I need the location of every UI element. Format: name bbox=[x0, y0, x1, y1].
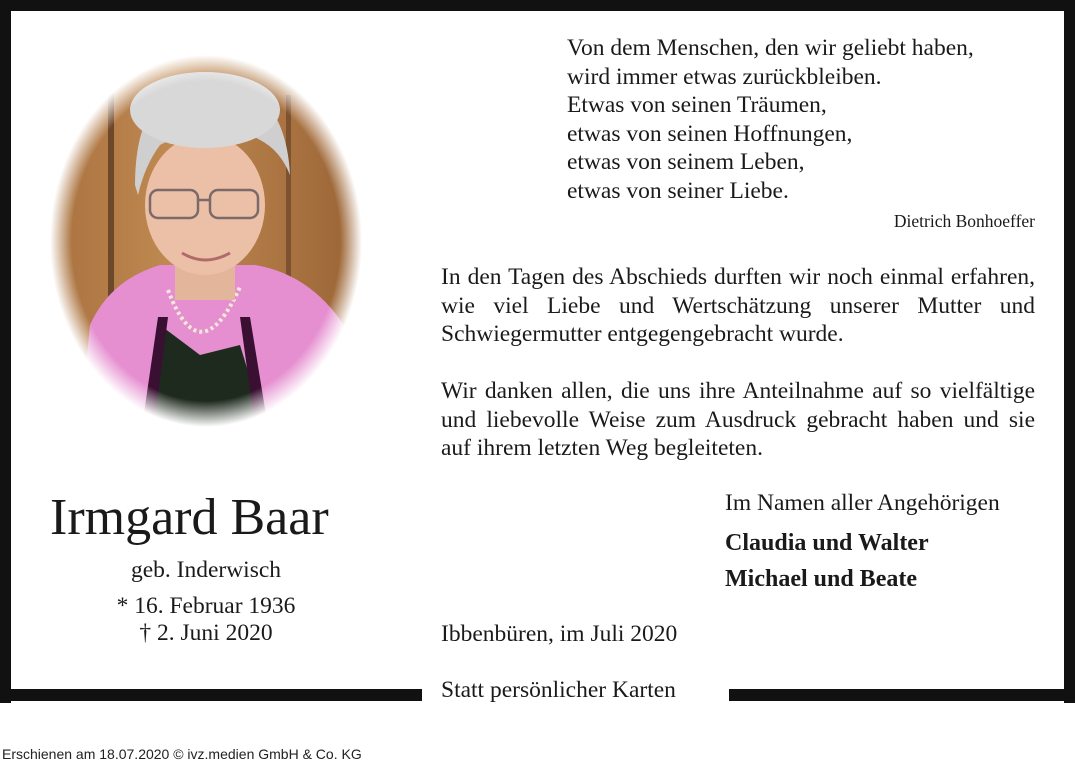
signature-name: Michael und Beate bbox=[725, 566, 917, 592]
signature-intro: Im Namen aller Angehörigen bbox=[725, 490, 1000, 516]
frame-bottom-right bbox=[729, 689, 1075, 701]
poem-line: etwas von seinem Leben, bbox=[567, 149, 805, 176]
death-date: † 2. Juni 2020 bbox=[139, 620, 273, 646]
life-dates bbox=[0, 593, 412, 647]
poem-line: wird immer etwas zurückbleiben. bbox=[567, 63, 882, 90]
poem-line: etwas von seiner Liebe. bbox=[567, 177, 789, 204]
poem-line: Von dem Menschen, den wir geliebt haben, bbox=[567, 35, 974, 61]
notice-text: Statt persönlicher Karten bbox=[441, 677, 676, 703]
thanks-paragraph-2: Wir danken allen, die uns ihre Anteilnahme auf so vielfältige und liebevolle Weise zum Ausdruck gebracht haben und sie auf ihrem letzten Weg begleiteten. bbox=[441, 378, 1035, 462]
birth-name: geb. Inderwisch bbox=[130, 557, 282, 583]
signature-name: Claudia und Walter bbox=[725, 530, 929, 556]
frame-right-edge bbox=[1064, 0, 1075, 703]
deceased-name: Irmgard Baar bbox=[50, 489, 329, 546]
poem bbox=[567, 34, 1037, 206]
signature-names bbox=[725, 525, 929, 597]
poem-line: etwas von seinen Hoffnungen, bbox=[567, 120, 853, 147]
portrait-photo bbox=[50, 55, 363, 427]
place-date: Ibbenbüren, im Juli 2020 bbox=[441, 621, 678, 647]
publication-footer: Erschienen am 18.07.2020 © ivz.medien GmbH & Co. KG bbox=[2, 746, 362, 762]
poem-author: Dietrich Bonhoeffer bbox=[893, 211, 1035, 231]
thanks-paragraph-1: In den Tagen des Abschieds durften wir noch einmal erfahren, wie viel Liebe und Wertschätzung unserer Mutter und Schwiegermutter entgegengebracht wurde. bbox=[441, 264, 1035, 348]
poem-line: Etwas von seinen Träumen, bbox=[567, 92, 827, 119]
frame-bottom-left bbox=[0, 689, 422, 701]
birth-date: * 16. Februar 1936 bbox=[116, 593, 296, 619]
